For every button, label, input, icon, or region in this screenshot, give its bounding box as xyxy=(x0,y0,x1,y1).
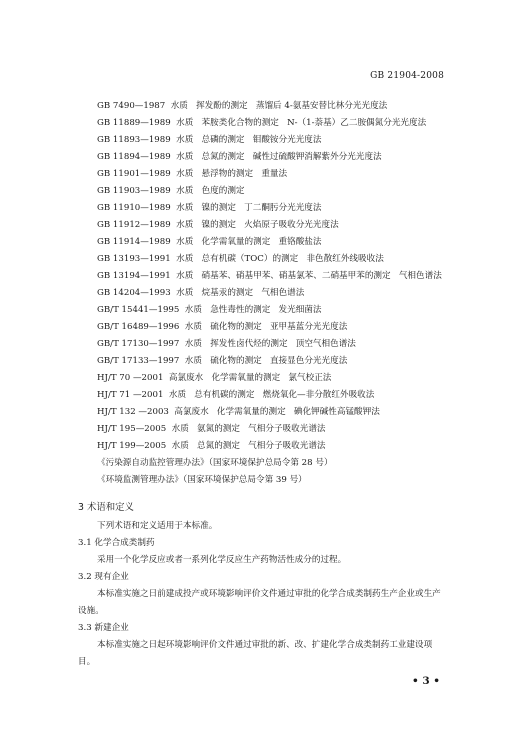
reference-item: GB/T 17130—1997 水质 挥发性卤代烃的测定 顶空气相色谱法 xyxy=(97,339,356,349)
reference-item: GB/T 17133—1997 水质 硫化物的测定 直接显色分光光度法 xyxy=(97,356,348,366)
term-definition: 本标准实施之日起环境影响评价文件通过审批的新、改、扩建化学合成类制药工业建设项目。 xyxy=(78,640,433,667)
reference-item: 《环境监测管理办法》（国家环境保护总局令第 39 号） xyxy=(97,475,307,485)
reference-item: GB 11903—1989 水质 色度的测定 xyxy=(97,186,245,196)
reference-item: GB 11894—1989 水质 总氮的测定 碱性过硫酸钾消解紫外分光光度法 xyxy=(97,152,382,162)
term-block xyxy=(78,620,444,671)
reference-item: GB 14204—1993 水质 烷基汞的测定 气相色谱法 xyxy=(97,288,305,298)
reference-item: GB 13193—1991 水质 总有机碳（TOC）的测定 非色散红外线吸收法 xyxy=(97,254,384,264)
term-title: 3.1 化学合成类制药 xyxy=(78,538,155,548)
reference-item: HJ/T 199—2005 水质 总氮的测定 气相分子吸收光谱法 xyxy=(97,441,326,451)
reference-item: GB 11889—1989 水质 苯胺类化合物的测定 N-（1-萘基）乙二胺偶氮分光光度法 xyxy=(97,118,427,128)
document-body xyxy=(78,98,444,671)
reference-item: GB/T 15441—1995 水质 急性毒性的测定 发光细菌法 xyxy=(97,305,322,315)
reference-item: GB 11893—1989 水质 总磷的测定 钼酸铵分光光度法 xyxy=(97,135,322,145)
section-heading: 3 术语和定义 xyxy=(78,502,134,513)
reference-item: HJ/T 195—2005 水质 氨氮的测定 气相分子吸收光谱法 xyxy=(97,424,326,434)
reference-item: GB/T 16489—1996 水质 硫化物的测定 亚甲基蓝分光光度法 xyxy=(97,322,348,332)
term-title: 3.2 现有企业 xyxy=(78,572,129,582)
term-definition: 本标准实施之日前建成投产或环境影响评价文件通过审批的化学合成类制药生产企业或生产设施。 xyxy=(78,589,441,616)
section-intro: 下列术语和定义适用于本标准。 xyxy=(97,521,218,531)
reference-item: GB 7490—1987 水质 挥发酚的测定 蒸馏后 4-氨基安替比林分光光度法 xyxy=(97,101,388,111)
page-number: • 3 • xyxy=(411,675,440,687)
reference-item: GB 11901—1989 水质 悬浮物的测定 重量法 xyxy=(97,169,288,179)
reference-item: GB 11914—1989 水质 化学需氧量的测定 重铬酸盐法 xyxy=(97,237,322,247)
reference-item: HJ/T 71 —2001 水质 总有机碳的测定 燃烧氧化—非分散红外吸收法 xyxy=(97,390,375,400)
reference-item: HJ/T 70 —2001 高氯废水 化学需氧量的测定 氯气校正法 xyxy=(97,373,332,383)
term-block xyxy=(78,535,444,569)
standard-number: GB 21904-2008 xyxy=(370,71,444,81)
term-definition: 采用一个化学反应或者一系列化学反应生产药物活性成分的过程。 xyxy=(97,555,347,565)
term-block xyxy=(78,569,444,620)
reference-item: GB 13194—1991 水质 硝基苯、硝基甲苯、硝基氯苯、二硝基甲苯的测定 气相色谱法 xyxy=(97,271,442,281)
reference-item: GB 11910—1989 水质 镍的测定 丁二酮肟分光光度法 xyxy=(97,203,322,213)
reference-item: GB 11912—1989 水质 镍的测定 火焰原子吸收分光光度法 xyxy=(97,220,339,230)
normative-references-list xyxy=(78,98,444,489)
reference-item: 《污染源自动监控管理办法》（国家环境保护总局令第 28 号） xyxy=(97,458,333,468)
term-title: 3.3 新建企业 xyxy=(78,623,129,633)
reference-item: HJ/T 132 —2003 高氯废水 化学需氧量的测定 碘化钾碱性高锰酸钾法 xyxy=(97,407,380,417)
